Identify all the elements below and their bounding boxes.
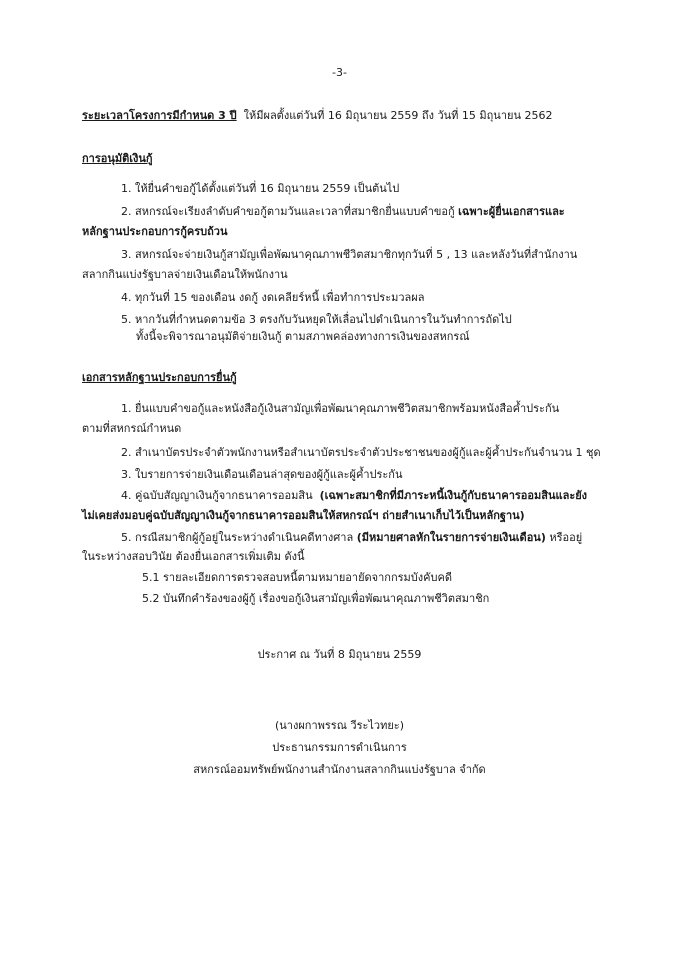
approval-item-3: 3. สหกรณ์จะจ่ายเงินกู้สามัญเพื่อพัฒนาคุณภาพชีวิตสมาชิกทุกวันที่ 5 , 13 และหลังวันที่สำนักงาน	[121, 248, 578, 261]
documents-item-5-continued: ในระหว่างสอบวินัย ต้องยื่นเอกสารเพิ่มเติม ดังนี้	[82, 550, 305, 563]
documents-item-5-tail: หรืออยู่	[549, 531, 583, 544]
signatory-position: ประธานกรรมการดำเนินการ	[272, 741, 407, 754]
page-number: -3-	[332, 66, 347, 79]
approval-item-5: 5. หากวันที่กำหนดตามข้อ 3 ตรงกับวันหยุดให้เลื่อนไปดำเนินการในวันทำการถัดไป	[121, 313, 512, 326]
approval-item-5-continued: ทั้งนี้จะพิจารณาอนุมัติจ่ายเงินกู้ ตามสภาพคล่องทางการเงินของสหกรณ์	[136, 330, 470, 343]
project-period-label: ระยะเวลาโครงการมีกำหนด 3 ปี	[82, 109, 237, 122]
documents-sub-item-5-2: 5.2 บันทึกคำร้องของผู้กู้ เรื่องขอกู้เงินสามัญเพื่อพัฒนาคุณภาพชีวิตสมาชิก	[142, 592, 490, 605]
documents-item-5	[121, 531, 582, 545]
documents-item-4-emphasis: (เฉพาะสมาชิกที่มีภาระหนี้เงินกู้กับธนาคารออมสินและยัง	[319, 489, 588, 502]
approval-item-2-emphasis: เฉพาะผู้ยื่นเอกสารและ	[458, 205, 565, 218]
approval-item-2-continued: หลักฐานประกอบการกู้ครบถ้วน	[82, 225, 228, 238]
documents-item-5-text: 5. กรณีสมาชิกผู้กู้อยู่ในระหว่างดำเนินคดีทางศาล	[121, 531, 354, 544]
announcement-date: ประกาศ ณ วันที่ 8 มิถุนายน 2559	[257, 648, 422, 661]
approval-item-3-continued: สลากกินแบ่งรัฐบาลจ่ายเงินเดือนให้พนักงาน	[82, 268, 288, 281]
approval-item-4: 4. ทุกวันที่ 15 ของเดือน งดกู้ งดเคลียร์หนี้ เพื่อทำการประมวลผล	[121, 291, 425, 304]
approval-item-1: 1. ให้ยื่นคำขอกู้ได้ตั้งแต่วันที่ 16 มิถุนายน 2559 เป็นต้นไป	[121, 182, 400, 195]
project-period-line	[82, 109, 552, 123]
approval-heading: การอนุมัติเงินกู้	[82, 152, 153, 165]
documents-item-1: 1. ยื่นแบบคำขอกู้และหนังสือกู้เงินสามัญเพื่อพัฒนาคุณภาพชีวิตสมาชิกพร้อมหนังสือค้ำประกัน	[121, 402, 560, 415]
documents-item-3: 3. ใบรายการจ่ายเงินเดือนเดือนล่าสุดของผู้กู้และผู้ค้ำประกัน	[121, 468, 403, 481]
approval-item-2	[121, 205, 565, 219]
approval-item-2-text: 2. สหกรณ์จะเรียงลำดับคำขอกู้ตามวันและเวลาที่สมาชิกยื่นแบบคำขอกู้	[121, 205, 455, 218]
documents-item-4-continued: ไม่เคยส่งมอบคู่ฉบับสัญญาเงินกู้จากธนาคารออมสินให้สหกรณ์ฯ ถ่ายสำเนาเก็บไว้เป็นหลักฐาน)	[82, 509, 525, 522]
documents-sub-item-5-1: 5.1 รายละเอียดการตรวจสอบหนี้ตามหมายอายัดจากกรมบังคับคดี	[142, 571, 452, 584]
organization-name: สหกรณ์ออมทรัพย์พนักงานสำนักงานสลากกินแบ่งรัฐบาล จำกัด	[193, 763, 486, 776]
documents-item-4-text: 4. คู่ฉบับสัญญาเงินกู้จากธนาคารออมสิน	[121, 489, 313, 502]
signatory-name: (นางผกาพรรณ วีระไวทยะ)	[274, 719, 404, 732]
documents-item-4	[121, 489, 587, 503]
documents-heading: เอกสารหลักฐานประกอบการยื่นกู้	[82, 371, 237, 384]
project-period-text: ให้มีผลตั้งแต่วันที่ 16 มิถุนายน 2559 ถึง วันที่ 15 มิถุนายน 2562	[243, 109, 553, 122]
documents-item-1-continued: ตามที่สหกรณ์กำหนด	[82, 422, 182, 435]
documents-item-5-emphasis: (มีหมายศาลหักในรายการจ่ายเงินเดือน)	[356, 531, 546, 544]
documents-item-2: 2. สำเนาบัตรประจำตัวพนักงานหรือสำเนาบัตรประจำตัวประชาชนของผู้กู้และผู้ค้ำประกันจำนวน 1 ชุด	[121, 446, 601, 459]
